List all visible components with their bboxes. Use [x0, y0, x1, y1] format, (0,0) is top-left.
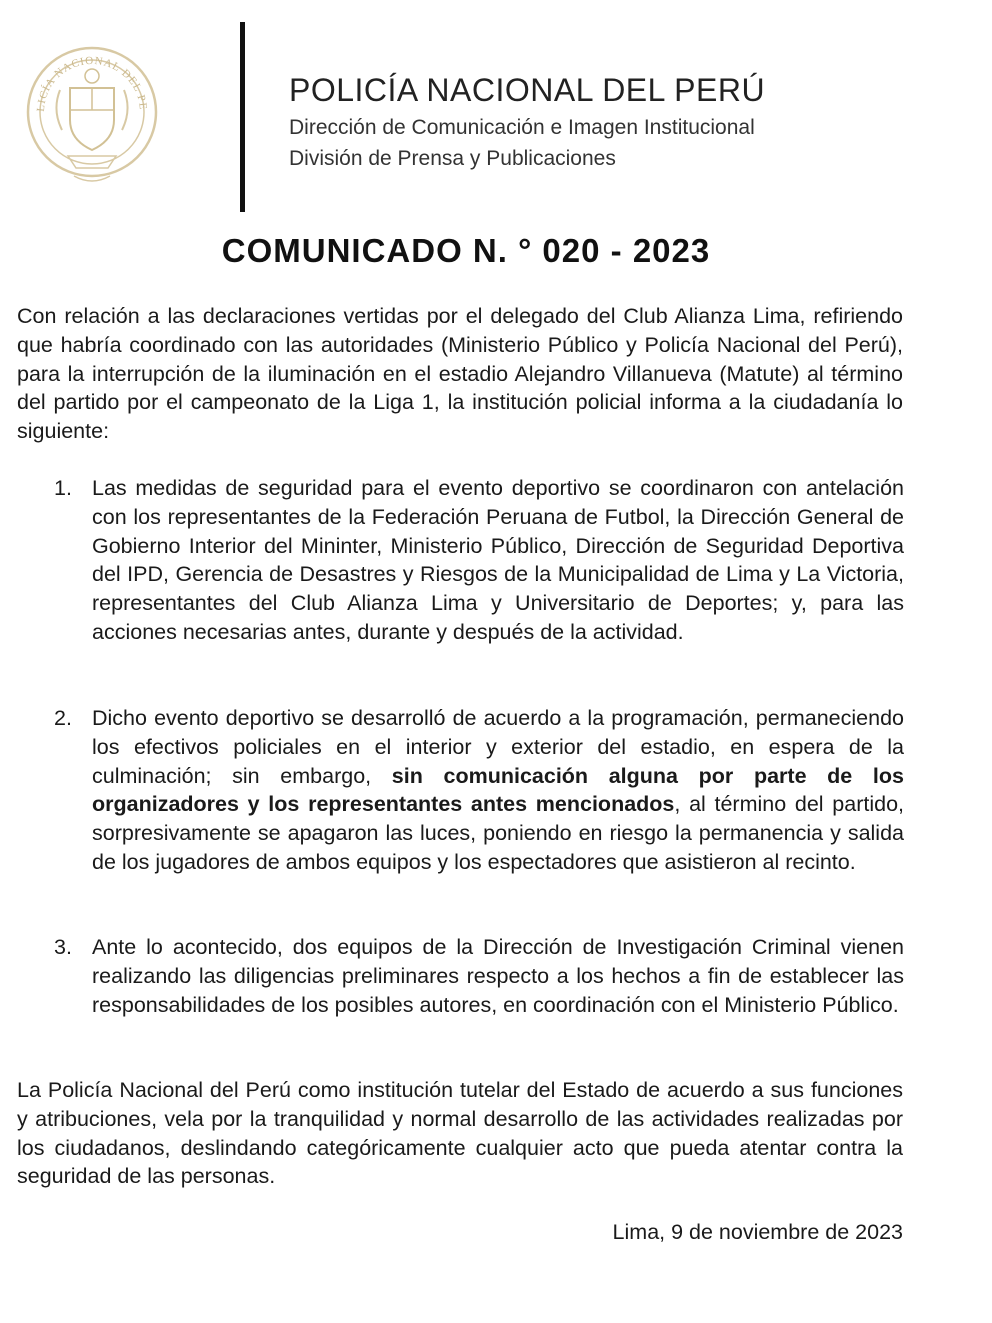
item-number: 3.: [54, 935, 72, 959]
institution-title: POLICÍA NACIONAL DEL PERÚ: [289, 72, 766, 108]
intro-paragraph: Con relación a las declaraciones vertidas por el delegado del Club Alianza Lima, refiriendo que habría coordinado con las autoridades (Ministerio Público y Policía Nacional del Perú), para la interrupción de la iluminación en el estadio Alejandro Villanueva (Matute) al término del partido por el campeonato de la Liga 1, la institución policial informa a la ciudadanía lo siguiente:: [17, 304, 903, 444]
item-text: Ante lo acontecido, dos equipos de la Dirección de Investigación Criminal vienen realizando las diligencias preliminares respecto a los hechos a fin de establecer las responsabilidades de los posibles autores, en coordinación con el Ministerio Público.: [92, 935, 904, 1017]
item-text: Las medidas de seguridad para el evento deportivo se coordinaron con antelación con los representantes de la Federación Peruana de Futbol, la Dirección General de Gobierno Interior del Mininter, Ministerio Público, Dirección de Seguridad Deportiva del IPD, Gerencia de Desastres y Riesgos de la Municipalidad de Lima y La Victoria, representantes del Club Alianza Lima y Universitario de Deportes; y, para las acciones necesarias antes, durante y después de la actividad.: [92, 476, 904, 644]
svg-text:POLICÍA NACIONAL DEL PERÚ: LICÍA NACIONAL DEL PE: [34, 54, 150, 113]
list-item-3: [54, 933, 904, 1019]
document-heading: COMUNICADO N. ° 020 - 2023: [221, 232, 711, 269]
item-text: [92, 704, 904, 877]
closing-paragraph: La Policía Nacional del Perú como institución tutelar del Estado de acuerdo a sus funciones y atribuciones, vela por la tranquilidad y normal desarrollo de las actividades realizadas por los ciudadanos, deslindando categóricamente cualquier acto que pueda atentar contra la seguridad de las personas.: [17, 1078, 903, 1189]
department-line: Dirección de Comunicación e Imagen Institucional: [289, 116, 755, 139]
police-seal-logo: [22, 30, 162, 200]
list-item-1: [54, 474, 904, 647]
item-text-end: , al término del partido, sorpresivamente se apagaron las luces, poniendo en riesgo la permanencia y salida de los jugadores de ambos equipos y los espectadores que asistieron al recinto.: [92, 792, 904, 874]
signature-date: Lima, 9 de noviembre de 2023: [612, 1220, 903, 1244]
header-divider: [240, 22, 245, 212]
item-text-start: Dicho evento deportivo se desarrolló de acuerdo a la programación, permaneciendo los efectivos policiales en el interior y exterior del estadio, en espera de la culminación; sin embargo,: [92, 706, 904, 788]
item-number: 2.: [54, 706, 72, 730]
letterhead: [289, 72, 765, 174]
item-text-emphasis: sin comunicación alguna por parte de los organizadores y los representantes antes mencionados: [92, 763, 904, 817]
division-line: División de Prensa y Publicaciones: [289, 147, 616, 170]
item-number: 1.: [54, 476, 72, 500]
list-item-2: [54, 704, 904, 877]
